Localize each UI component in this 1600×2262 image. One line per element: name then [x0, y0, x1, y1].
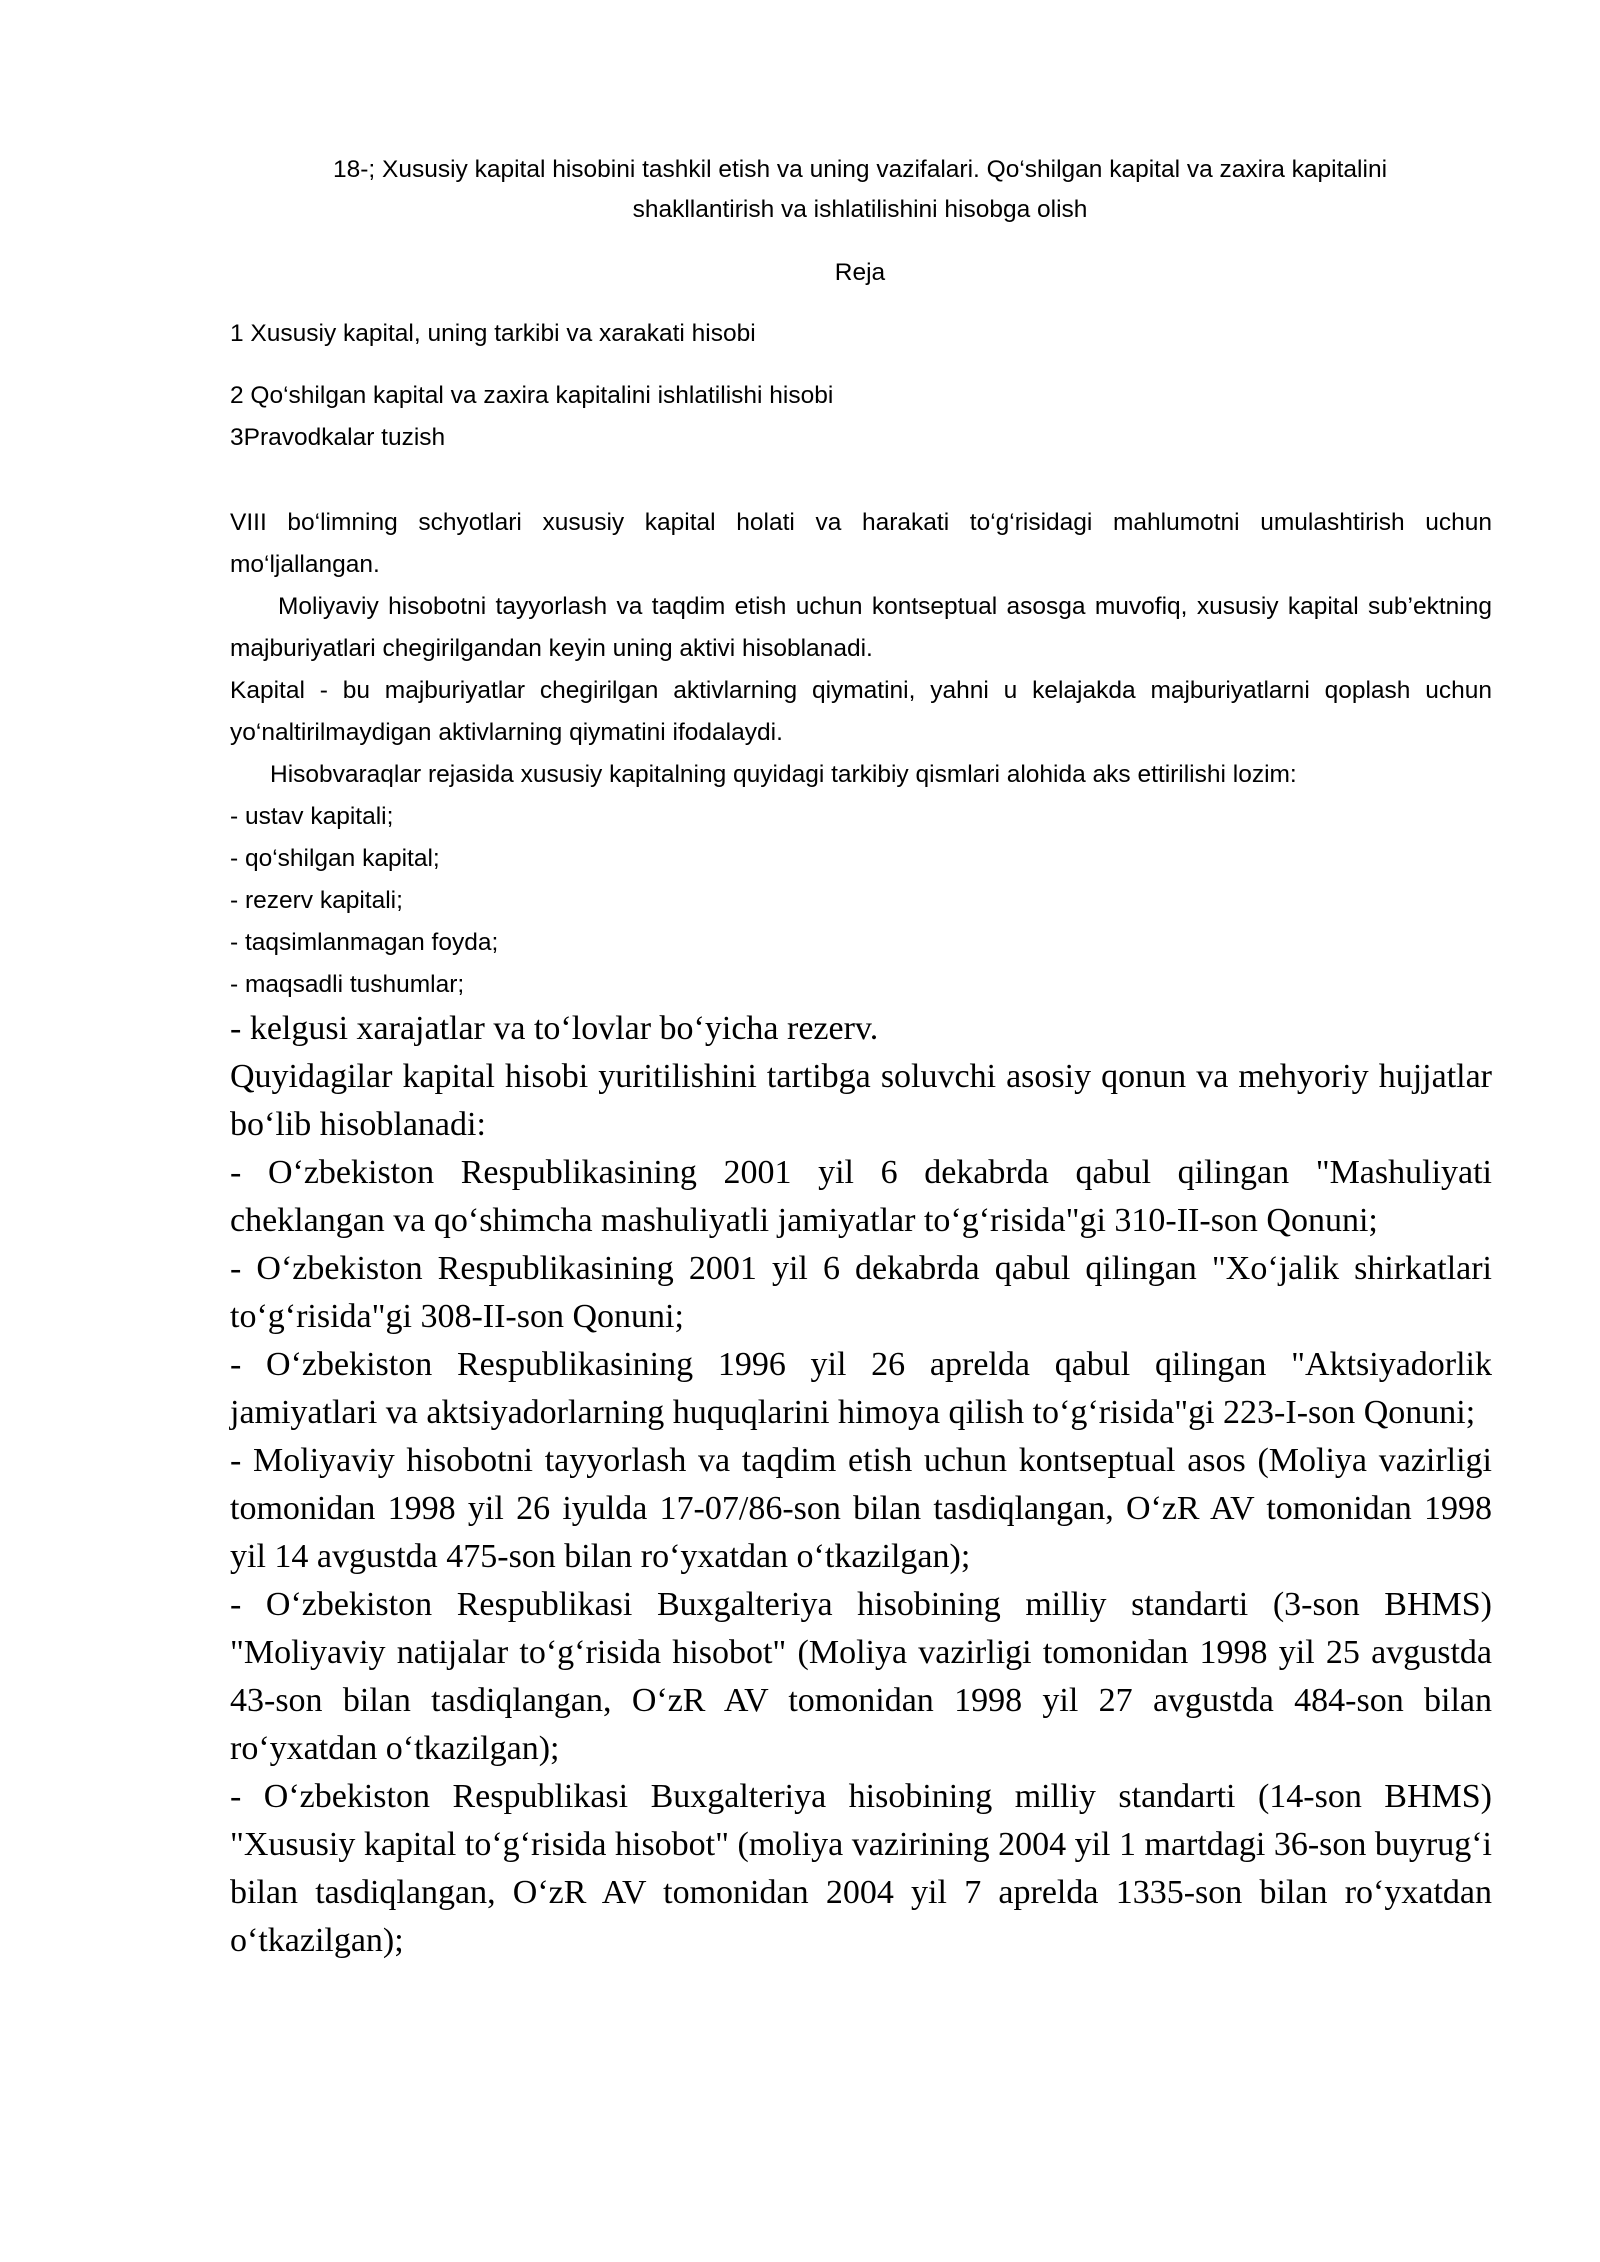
legal-basis-section	[230, 1005, 1492, 1965]
paragraph-components-intro: Hisobvaraqlar rejasida xususiy kapitalning quyidagi tarkibiy qismlari alohida aks ettirilishi lozim:	[270, 761, 1297, 788]
list-item: - qo‘shilgan kapital;	[230, 845, 440, 872]
legal-reference: - O‘zbekiston Respublikasining 1996 yil 26 aprelda qabul qilingan "Aktsiyadorlik jamiyatlari va aktsiyadorlarning huquqlarini himoya qilish to‘g‘risida"gi 223-I-son Qonuni;	[230, 1346, 1492, 1431]
legal-reference: - O‘zbekiston Respublikasining 2001 yil 6 dekabrda qabul qilingan "Xo‘jalik shirkatlari to‘g‘risida"gi 308-II-son Qonuni;	[230, 1250, 1492, 1335]
plan-item-2: 2 Qo‘shilgan kapital va zaxira kapitalini ishlatilishi hisobi	[230, 382, 834, 409]
paragraph-equity-definition: Moliyaviy hisobotni tayyorlash va taqdim etish uchun kontseptual asosga muvofiq, xususiy kapital sub’ektning majburiyatlari chegirilgandan keyin uning aktivi hisoblanadi.	[230, 593, 1492, 662]
plan-heading: Reja	[834, 259, 886, 286]
list-item: - taqsimlanmagan foyda;	[230, 929, 499, 956]
document-title	[230, 150, 1490, 230]
legal-reference: - O‘zbekiston Respublikasining 2001 yil 6 dekabrda qabul qilingan "Mashuliyati cheklangan va qo‘shimcha mashuliyatli jamiyatlar to‘g‘risida"gi 310-II-son Qonuni;	[230, 1154, 1492, 1239]
legal-reference: - O‘zbekiston Respublikasi Buxgalteriya hisobining milliy standarti (14-son BHMS) "Xususiy kapital to‘g‘risida hisobot" (moliya vazirining 2004 yil 1 martdagi 36-son buyrug‘i bilan tasdiqlangan, O‘zR AV tomonidan 2004 yil 7 aprelda 1335-son bilan ro‘yxatdan o‘tkazilgan);	[230, 1778, 1492, 1959]
plan-item-1: 1 Xususiy kapital, uning tarkibi va xarakati hisobi	[230, 320, 756, 347]
paragraph-capital-definition: Kapital - bu majburiyatlar chegirilgan aktivlarning qiymatini, yahni u kelajakda majburiyatlarni qoplash uchun yo‘naltirilmaydigan aktivlarning qiymatini ifodalaydi.	[230, 677, 1492, 746]
list-item: - maqsadli tushumlar;	[230, 971, 465, 998]
title-line-2: shakllantirish va ishlatilishini hisobga olish	[632, 196, 1088, 223]
title-line-1: 18-; Xususiy kapital hisobini tashkil etish va uning vazifalari. Qo‘shilgan kapital va zaxira kapitalini	[332, 156, 1388, 183]
plan-item-3: 3Pravodkalar tuzish	[230, 424, 446, 451]
paragraph-legal-intro: Quyidagilar kapital hisobi yuritilishini tartibga soluvchi asosiy qonun va mehyoriy hujjatlar bo‘lib hisoblanadi:	[230, 1058, 1492, 1143]
legal-reference: - O‘zbekiston Respublikasi Buxgalteriya hisobining milliy standarti (3-son BHMS) "Moliyaviy natijalar to‘g‘risida hisobot" (Moliya vazirligi tomonidan 1998 yil 25 avgustda 43-son bilan tasdiqlangan, O‘zR AV tomonidan 1998 yil 27 avgustda 484-son bilan ro‘yxatdan o‘tkazilgan);	[230, 1586, 1492, 1767]
intro-section	[230, 502, 1492, 1006]
paragraph-section-purpose: VIII bo‘limning schyotlari xususiy kapital holati va harakati to‘g‘risidagi mahlumotni umulashtirish uchun mo‘ljallangan.	[230, 509, 1492, 578]
list-item: - rezerv kapitali;	[230, 887, 403, 914]
list-item-reserve: - kelgusi xarajatlar va to‘lovlar bo‘yicha rezerv.	[230, 1010, 879, 1047]
legal-reference: - Moliyaviy hisobotni tayyorlash va taqdim etish uchun kontseptual asos (Moliya vazirligi tomonidan 1998 yil 26 iyulda 17-07/86-son bilan tasdiqlangan, O‘zR AV tomonidan 1998 yil 14 avgustda 475-son bilan ro‘yxatdan o‘tkazilgan);	[230, 1442, 1492, 1575]
list-item: - ustav kapitali;	[230, 803, 394, 830]
